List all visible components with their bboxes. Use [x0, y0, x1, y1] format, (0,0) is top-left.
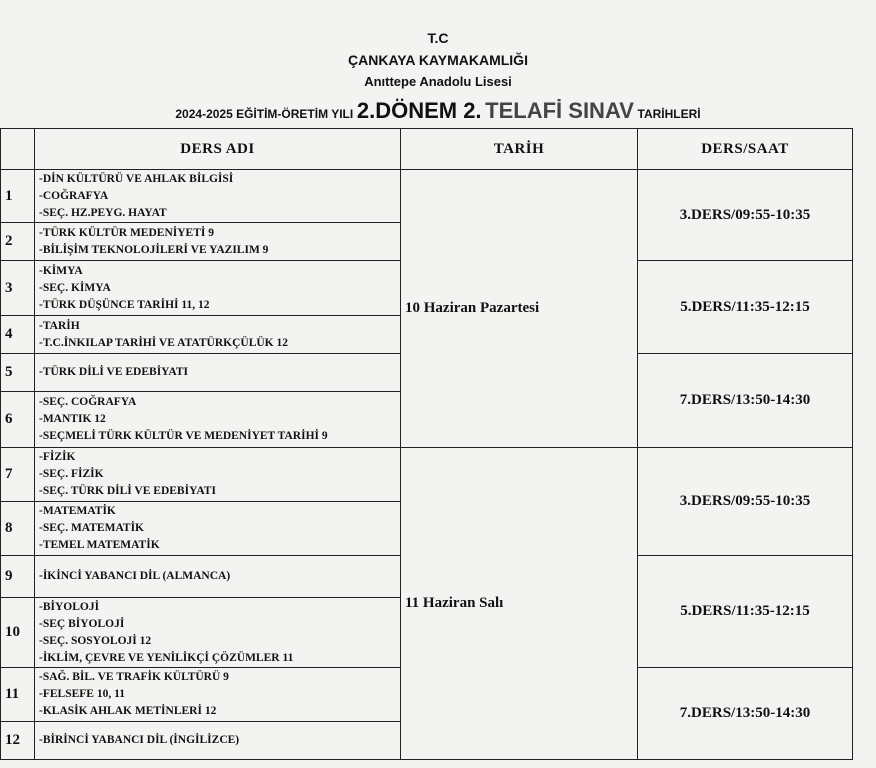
header-ders-adi: DERS ADI	[35, 129, 401, 170]
exam-date: 10 Haziran Pazartesi	[401, 170, 638, 448]
row-number: 2	[1, 223, 35, 261]
table-row	[1, 170, 853, 223]
course-name: -BİRİNCİ YABANCI DİL (İNGİLİZCE)	[39, 734, 240, 746]
header-tarih: TARİH	[401, 129, 638, 170]
course-list	[35, 556, 401, 598]
row-number: 6	[1, 392, 35, 448]
header-ders-saat: DERS/SAAT	[638, 129, 853, 170]
row-number: 7	[1, 448, 35, 502]
course-name: -TARİH	[39, 319, 80, 332]
course-name: -SEÇ. KİMYA	[39, 281, 111, 294]
course-list	[35, 502, 401, 556]
exam-slot: 7.DERS/13:50-14:30	[638, 354, 853, 448]
row-number: 9	[1, 556, 35, 598]
course-name: -KİMYA	[39, 264, 83, 277]
header-telafi: TELAFİ SINAV	[485, 98, 634, 123]
row-number: 4	[1, 316, 35, 354]
course-name: -SEÇ. TÜRK DİLİ VE EDEBİYATI	[39, 485, 216, 497]
course-name: -KLASİK AHLAK METİNLERİ 12	[39, 705, 217, 717]
exam-schedule-table	[0, 128, 853, 760]
course-list	[35, 722, 401, 760]
course-name: -SEÇ. HZ.PEYG. HAYAT	[39, 206, 167, 219]
course-name: -COĞRAFYA	[39, 189, 109, 202]
row-number: 3	[1, 261, 35, 316]
course-name: -SEÇ BİYOLOJİ	[39, 617, 125, 630]
course-name: -BİYOLOJİ	[39, 600, 100, 613]
header-kaymakamlik: ÇANKAYA KAYMAKAMLIĞI	[348, 52, 528, 68]
course-list	[35, 392, 401, 448]
course-list	[35, 598, 401, 668]
row-number: 1	[1, 170, 35, 223]
course-name: -SEÇ. COĞRAFYA	[39, 396, 137, 408]
header-title	[0, 98, 876, 124]
course-name: -MATEMATİK	[39, 505, 116, 517]
exam-slot: 5.DERS/11:35-12:15	[638, 261, 853, 354]
table-header-row	[1, 129, 853, 170]
row-number: 5	[1, 354, 35, 392]
course-name: -SEÇMELİ TÜRK KÜLTÜR VE MEDENİYET TARİHİ 9	[39, 430, 328, 442]
course-name: -İKİNCİ YABANCI DİL (ALMANCA)	[39, 570, 231, 582]
header-donem: 2.DÖNEM 2.	[356, 98, 482, 123]
course-name: -DİN KÜLTÜRÜ VE AHLAK BİLGİSİ	[39, 172, 234, 185]
course-name: -TÜRK DÜŞÜNCE TARİHİ 11, 12	[39, 298, 210, 311]
course-name: -SEÇ. SOSYOLOJİ 12	[39, 634, 152, 647]
course-name: -SEÇ. FİZİK	[39, 468, 104, 480]
exam-slot: 7.DERS/13:50-14:30	[638, 668, 853, 760]
course-name: -MANTIK 12	[39, 413, 106, 425]
header-tarihleri: TARİHLERİ	[637, 107, 701, 121]
course-name: -İKLİM, ÇEVRE VE YENİLİKÇİ ÇÖZÜMLER 11	[39, 651, 294, 664]
row-number: 11	[1, 668, 35, 722]
course-list	[35, 316, 401, 354]
exam-slot: 3.DERS/09:55-10:35	[638, 170, 853, 261]
course-name: -TÜRK KÜLTÜR MEDENİYETİ 9	[39, 226, 214, 239]
header-year: 2024-2025 EĞİTİM-ÖRETİM YILI	[175, 107, 354, 121]
course-list	[35, 448, 401, 502]
course-list	[35, 354, 401, 392]
table-row	[1, 448, 853, 502]
course-name: -TÜRK DİLİ VE EDEBİYATI	[39, 366, 189, 378]
exam-slot: 5.DERS/11:35-12:15	[638, 556, 853, 668]
course-name: -SEÇ. MATEMATİK	[39, 522, 144, 534]
exam-date: 11 Haziran Salı	[401, 448, 638, 760]
row-number: 10	[1, 598, 35, 668]
course-name: -TEMEL MATEMATİK	[39, 539, 160, 551]
course-name: -T.C.İNKILAP TARİHİ VE ATATÜRKÇÜLÜK 12	[39, 336, 288, 349]
row-number: 12	[1, 722, 35, 760]
course-list	[35, 261, 401, 316]
header-school: Anıttepe Anadolu Lisesi	[364, 74, 512, 89]
course-list	[35, 170, 401, 223]
row-number: 8	[1, 502, 35, 556]
course-list	[35, 668, 401, 722]
course-name: -SAĞ. BİL. VE TRAFİK KÜLTÜRÜ 9	[39, 671, 229, 683]
course-name: -BİLİŞİM TEKNOLOJİLERİ VE YAZILIM 9	[39, 243, 269, 256]
course-name: -FELSEFE 10, 11	[39, 688, 125, 700]
exam-slot: 3.DERS/09:55-10:35	[638, 448, 853, 556]
header-tc: T.C	[427, 30, 449, 46]
course-name: -FİZİK	[39, 451, 76, 463]
course-list	[35, 223, 401, 261]
header-no	[1, 129, 35, 170]
